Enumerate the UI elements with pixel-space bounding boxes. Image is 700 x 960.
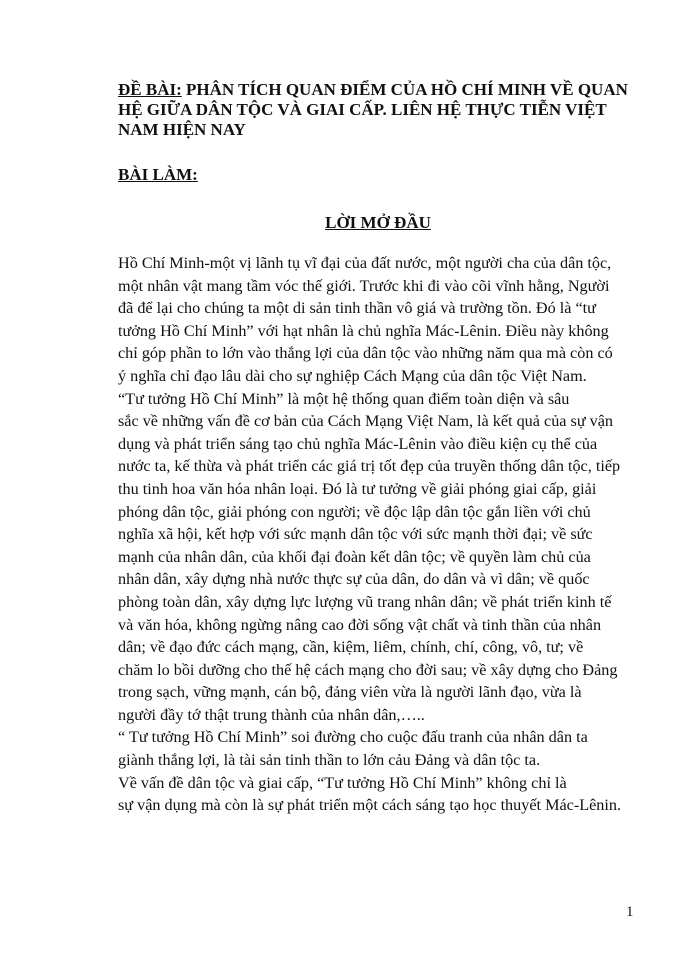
text-line: “Tư tưởng Hồ Chí Minh” là một hệ thống quan điểm toàn diện và sâu (118, 389, 570, 408)
text-line: dụng và phát triển sáng tạo chủ nghĩa Mác-Lênin vào điều kiện cụ thể của (118, 434, 598, 453)
assignment-title-text: PHÂN TÍCH QUAN ĐIỂM CỦA HỒ CHÍ MINH VỀ QUAN HỆ GIỮA DÂN TỘC VÀ GIAI CẤP. LIÊN HỆ THỰC TIỄN VIỆT NAM HIỆN NAY (118, 80, 628, 139)
text-line: chăm lo bồi dưỡng cho thế hệ cách mạng cho đời sau; về xây dựng cho Đảng (118, 660, 618, 679)
assignment-title (118, 80, 638, 140)
text-line: người đầy tớ thật trung thành của nhân dân,….. (118, 705, 425, 724)
text-line: mạnh của nhân dân, của khối đại đoàn kết dân tộc; về quyền làm chủ của (118, 547, 591, 566)
text-line: thu tinh hoa văn hóa nhân loại. Đó là tư tưởng về giải phóng giai cấp, giải (118, 479, 597, 498)
text-line: sự vận dụng mà còn là sự phát triển một cách sáng tạo học thuyết Mác-Lênin. (118, 796, 622, 815)
text-line: nhân dân, xây dựng nhà nước thực sự của dân, do dân và vì dân; về quốc (118, 570, 590, 589)
text-line: phóng dân tộc, giải phóng con người; về độc lập dân tộc gắn liền với chủ (118, 502, 591, 521)
text-line: trong sạch, vững mạnh, cán bộ, đảng viên vừa là người lãnh đạo, vừa là (118, 683, 582, 702)
section-label: BÀI LÀM: (118, 165, 198, 184)
page-number: 1 (626, 904, 634, 920)
text-line: “ Tư tưởng Hồ Chí Minh” soi đường cho cuộc đấu tranh của nhân dân ta (118, 728, 588, 747)
text-line: giành thắng lợi, là tài sản tinh thần to lớn cảu Đảng và dân tộc ta. (118, 751, 541, 770)
text-line: dân; về đạo đức cách mạng, cần, kiệm, liêm, chính, chí, công, vô, tư; về (118, 638, 584, 657)
text-line: Hồ Chí Minh-một vị lãnh tụ vĩ đại của đất nước, một người cha của dân tộc, (118, 254, 612, 272)
text-line: và văn hóa, không ngừng nâng cao đời sống vật chất và tinh thần của nhân (118, 615, 602, 634)
text-line: nước ta, kế thừa và phát triển các giá trị tốt đẹp của truyền thống dân tộc, tiếp (118, 457, 621, 476)
text-line: chỉ góp phần to lớn vào thắng lợi của dân tộc vào những năm qua mà còn có (118, 344, 613, 363)
assignment-title-label: ĐỀ BÀI: (118, 80, 182, 99)
text-line: tưởng Hồ Chí Minh” với hạt nhân là chủ nghĩa Mác-Lênin. Điều này không (118, 321, 609, 340)
text-line: sắc về những vấn đề cơ bản của Cách Mạng Việt Nam, là kết quả của sự vận (118, 412, 614, 431)
text-line: đã để lại cho chúng ta một di sản tinh thần vô giá và trường tồn. Đó là “tư (118, 299, 596, 318)
text-line: Về vấn đề dân tộc và giai cấp, “Tư tưởng Hồ Chí Minh” không chỉ là (118, 773, 567, 792)
text-line: một nhân vật mang tầm vóc thế giới. Trước khi đi vào cõi vĩnh hằng, Người (118, 276, 610, 295)
text-line: phòng toàn dân, xây dựng lực lượng vũ trang nhân dân; về phát triển kinh tế (118, 592, 612, 611)
body-paragraph (118, 252, 648, 817)
text-line: ý nghĩa chỉ đạo lâu dài cho sự nghiệp Cách Mạng của dân tộc Việt Nam. (118, 366, 587, 385)
text-line: nghĩa xã hội, kết hợp với sức mạnh dân tộc với sức mạnh thời đại; về sức (118, 525, 593, 544)
section-heading: LỜI MỞ ĐẦU (325, 213, 431, 232)
